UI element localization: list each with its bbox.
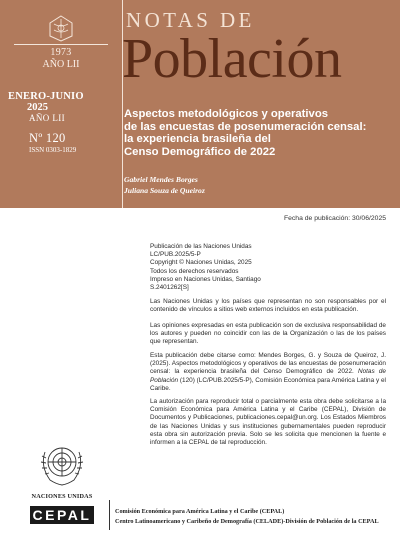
- legal-line: Todos los derechos reservados: [150, 267, 239, 275]
- masthead-top: NOTAS DE: [126, 8, 255, 32]
- citation-journal: Notas de Población: [150, 368, 386, 384]
- united-nations-emblem-icon: [36, 440, 88, 490]
- legal-line: Publicación de las Naciones Unidas: [150, 243, 252, 250]
- volume-top: AÑO LII: [42, 59, 80, 70]
- issue-year: 2025: [27, 102, 48, 113]
- legal-line: LC/PUB.2025/5-P: [150, 251, 201, 259]
- authorization: La autorización para reproducir total o parcialmente esta obra debe solicitarse a la Comisión Económica para América Latina y el Caribe (CEPAL), División de Documentos y Publicaciones, publicaciones.cepal@un.org. Los Estados Miembros de las Naciones Unidas y sus instituciones gubernamentales pueden reproducir esta obra sin autorización previa. Solo se les solicita que mencionen la fuente e informen a la CEPAL de tal reproducción.: [150, 398, 386, 447]
- issue-months: ENERO-JUNIO: [8, 91, 84, 102]
- title-line: la experiencia brasileña del: [124, 133, 271, 146]
- publication-date: Fecha de publicación: 30/06/2025: [283, 215, 386, 222]
- disclaimer-opinions: Las opiniones expresadas en esta publicación son de exclusiva responsabilidad de los autores y pueden no coincidir con las de la Organización o las de los países que representan.: [150, 322, 386, 346]
- celade-crest-icon: [46, 14, 76, 42]
- legal-info: [150, 243, 386, 292]
- author: Juliana Souza de Queiroz: [124, 186, 205, 195]
- title-line: Aspectos metodológicos y operativos: [124, 108, 329, 120]
- author: Gabriel Mendes Borges: [124, 175, 198, 184]
- crest-rule: [14, 44, 108, 45]
- volume: AÑO LII: [29, 113, 66, 123]
- legal-line: Impreso en Naciones Unidas, Santiago: [150, 275, 261, 283]
- title-line: de las encuestas de posenumeración censal:: [124, 120, 367, 133]
- footer: [115, 507, 379, 527]
- issn: ISSN 0303-1829: [29, 146, 77, 154]
- cepal-logo: CEPAL: [30, 506, 94, 524]
- founded-year: 1973: [50, 47, 72, 58]
- article-title: [124, 108, 394, 158]
- un-label: NACIONES UNIDAS: [31, 493, 93, 500]
- disclaimer-links: Las Naciones Unidas y los países que representan no son responsables por el contenido de vínculos a sitios web externos incluidos en esta publicación.: [150, 298, 386, 314]
- edition-info: [8, 91, 118, 155]
- legal-line: Copyright © Naciones Unidas, 2025: [150, 259, 252, 267]
- footer-line: Centro Latinoamericano y Caribeño de Demografía (CELADE)-División de Población de la CEPAL: [115, 518, 379, 525]
- issue-number: Nº 120: [29, 131, 66, 145]
- citation-text: Esta publicación debe citarse como: Mendes Borges, G. y Souza de Queiroz, J. (2025). Aspectos metodológicos y operativos de las encuestas de posenumeración censal: la experiencia brasileña del Censo Demográfico de 2022.: [150, 352, 386, 376]
- masthead-main: Población: [122, 28, 342, 90]
- title-line: Censo Demográfico de 2022: [124, 145, 276, 158]
- footer-divider: [109, 500, 110, 530]
- authors: [124, 174, 205, 196]
- citation-tail: (120) (LC/PUB.2025/5-P), Comisión Económica para América Latina y el Caribe.: [150, 376, 386, 392]
- legal-line: S.2401262[S]: [150, 284, 189, 292]
- citation: [150, 352, 386, 393]
- footer-line: Comisión Económica para América Latina y el Caribe (CEPAL): [115, 508, 285, 515]
